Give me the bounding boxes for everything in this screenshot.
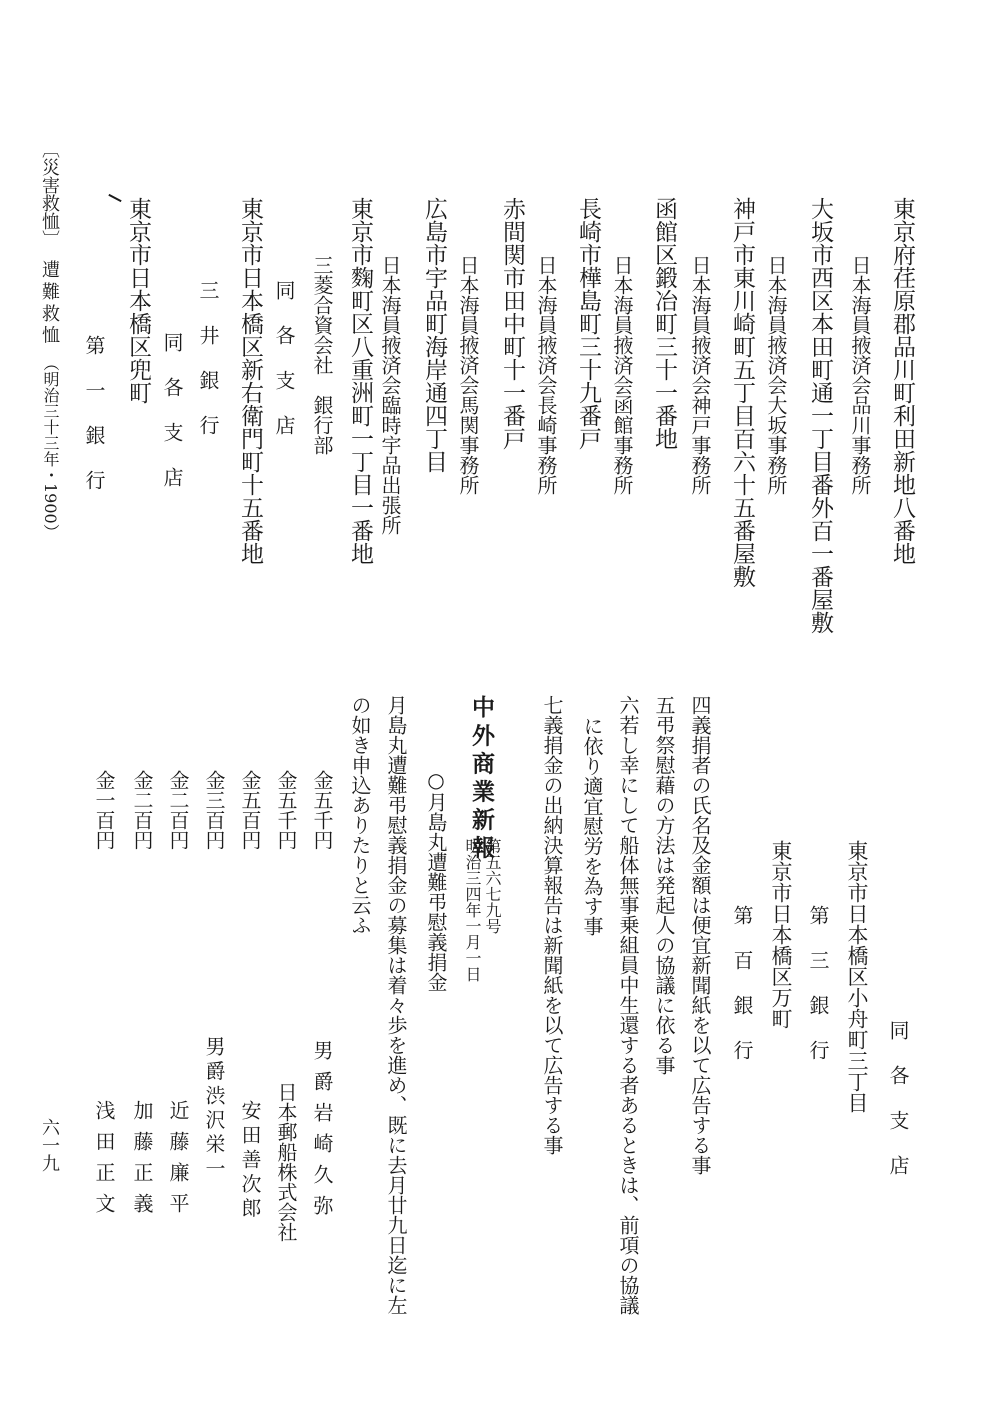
address-yorozucho: 東京市日本橋区万町 [769,840,793,1029]
address-kabutocho: 東京市日本橋区兜町 [125,197,151,404]
bank-mitsubishi: 三菱合資会社 銀行部 [310,255,334,455]
donation-amount: 金二百円 [130,770,154,850]
donation-amount: 金一百円 [92,770,116,850]
article-body-2: の如き申込ありたりと云ふ [348,695,372,935]
address-hakodate: 函館区鍛冶町三十一番地 [651,197,677,450]
donation-amount: 金三百円 [202,770,226,850]
address-akamagaseki: 赤間関市田中町十一番戸 [499,197,525,450]
rule-5: 五弔祭慰藉の方法は発起人の協議に依る事 [652,695,676,1075]
donation-amount: 金二百円 [166,770,190,850]
bank-mitsui: 三井銀行 [196,280,220,460]
bank-daiichi: 第一銀行 [82,335,106,515]
issue-date: 明治三四年一月一日 [463,838,482,982]
bank-daisan: 第三銀行 [806,905,830,1085]
article-heading: ○月島丸遭難弔慰義捐金 [424,768,448,992]
donation-amount: 金五百円 [238,770,262,850]
donor-name: 日本郵船株式会社 [274,1082,298,1242]
rule-6-cont: に依り適宜慰労を為す事 [580,716,604,936]
office-ujina: 日本海員掖済会臨時宇品出張所 [378,255,402,535]
donor-name: 男爵渋沢栄一 [202,1036,226,1183]
address-kobe: 神戸市東川崎町五丁目百六十五番屋敷 [729,197,755,588]
donor-name: 加藤正義 [130,1100,154,1224]
rule-4: 四義捐者の氏名及金額は便宜新聞紙を以て広告する事 [688,695,712,1175]
era-label: （明治三十三年・1900） [41,355,60,540]
section-label: 〔災害救恤〕 [39,140,60,248]
mitsui-branches: 同各支店 [160,332,184,512]
newspaper-title: 中外商業新報 [468,695,495,864]
article-body-1: 月島丸遭難弔慰義捐金の募集は着々歩を進め、既に去月廿九日迄に左 [384,695,408,1315]
mitsubishi-branches: 同各支店 [272,280,296,460]
sandai-branches: 同各支店 [886,1020,910,1200]
office-hakodate: 日本海員掖済会函館事務所 [610,255,634,495]
office-bakan: 日本海員掖済会馬関事務所 [456,255,480,495]
office-osaka: 日本海員掖済会大坂事務所 [764,255,788,495]
address-nagasaki: 長崎市樺島町三十九番戸 [575,197,601,450]
rule-6: 六若し幸にして船体無事乗組員中生還する者あるときは、前項の協議 [616,695,640,1315]
issue-number: 第五六七九号 [483,838,502,934]
check-mark [108,194,121,202]
address-osaka: 大坂市西区本田町通一丁目番外百一番屋敷 [807,197,833,634]
address-hiroshima: 広島市宇品町海岸通四丁目 [421,197,447,473]
donor-name: 浅田正文 [92,1100,116,1224]
page-number: 六一九 [39,1118,60,1172]
donor-name: 近藤廉平 [166,1100,190,1224]
running-title: 遭難救恤 [39,260,60,348]
donor-name: 安田善次郎 [238,1100,262,1222]
address-kojimachi: 東京市麴町区八重洲町一丁目一番地 [347,197,373,565]
rule-7: 七義捐金の出納決算報告は新聞紙を以て広告する事 [540,695,564,1155]
office-shinagawa: 日本海員掖済会品川事務所 [848,255,872,495]
address-shinemon: 東京市日本橋区新右衛門町十五番地 [237,197,263,565]
office-nagasaki: 日本海員掖済会長崎事務所 [534,255,558,495]
donor-name: 男爵岩崎久弥 [310,1040,334,1226]
address-shinagawa: 東京府荏原郡品川町利田新地八番地 [889,197,915,565]
address-kobunacho: 東京市日本橋区小舟町三丁目 [845,840,869,1113]
office-kobe: 日本海員掖済会神戸事務所 [688,255,712,495]
bank-daihyaku: 第百銀行 [730,905,754,1085]
donation-amount: 金五千円 [310,770,334,850]
donation-amount: 金五千円 [274,770,298,850]
